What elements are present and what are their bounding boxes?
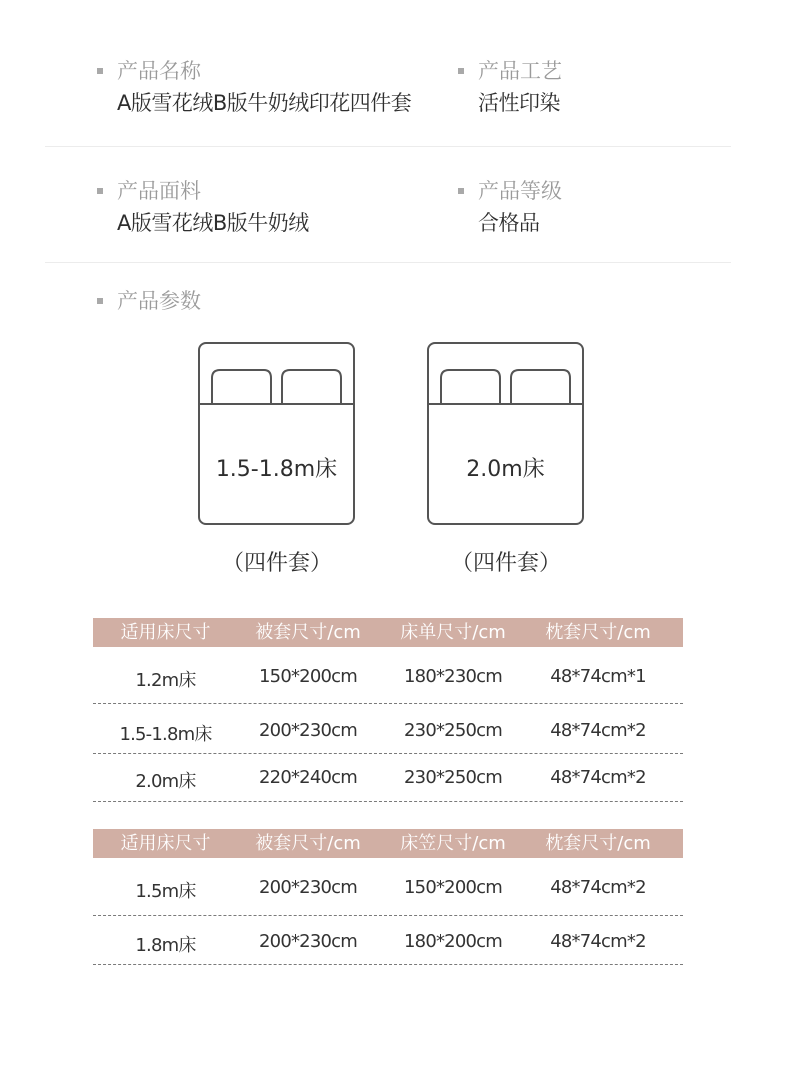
info-value: 活性印染 [478, 91, 560, 115]
info-label: 产品参数 [117, 289, 201, 313]
table-cell: 200*230cm [259, 931, 357, 952]
info-label: 产品工艺 [478, 59, 562, 83]
table-cell: 1.5m床 [135, 881, 196, 902]
table-header [93, 618, 683, 647]
info-label: 产品面料 [117, 179, 201, 203]
table-cell: 48*74cm*1 [550, 666, 646, 687]
table-cell: 48*74cm*2 [550, 931, 646, 952]
bed-icon [198, 342, 355, 525]
bullet-icon [458, 188, 464, 194]
bed-caption: （四件套） [450, 551, 561, 576]
table-header [93, 829, 683, 858]
bullet-icon [97, 68, 103, 74]
info-value: A版雪花绒B版牛奶绒 [117, 211, 309, 235]
table-row [93, 704, 683, 754]
table-cell: 1.8m床 [135, 935, 196, 956]
table-cell: 1.5-1.8m床 [119, 724, 212, 745]
bullet-icon [97, 298, 103, 304]
table-cell: 200*230cm [259, 720, 357, 741]
header-cell: 床笠尺寸/cm [400, 833, 506, 854]
divider [45, 146, 731, 147]
header-cell: 被套尺寸/cm [255, 622, 361, 643]
bed-illustration-large [198, 342, 355, 525]
table-cell: 230*250cm [404, 767, 502, 788]
bed-size-label: 2.0m床 [466, 457, 545, 482]
table-cell: 48*74cm*2 [550, 720, 646, 741]
table-cell: 48*74cm*2 [550, 767, 646, 788]
header-cell: 床单尺寸/cm [400, 622, 506, 643]
info-value: 合格品 [478, 211, 540, 235]
table-cell: 220*240cm [259, 767, 357, 788]
info-label: 产品等级 [478, 179, 562, 203]
table-cell: 180*230cm [404, 666, 502, 687]
header-cell: 适用床尺寸 [120, 622, 211, 643]
table-row [93, 916, 683, 965]
table-cell: 150*200cm [404, 877, 502, 898]
bullet-icon [458, 68, 464, 74]
bed-size-label: 1.5-1.8m床 [215, 457, 338, 482]
info-value: A版雪花绒B版牛奶绒印花四件套 [117, 91, 412, 115]
bed-icon [427, 342, 584, 525]
table-row [93, 647, 683, 704]
divider [45, 262, 731, 263]
info-label: 产品名称 [117, 59, 201, 83]
table-cell: 48*74cm*2 [550, 877, 646, 898]
bed-illustration-xl [427, 342, 584, 525]
spec-table-sheet [93, 618, 683, 802]
bed-caption: （四件套） [221, 551, 332, 576]
bullet-icon [97, 188, 103, 194]
table-cell: 2.0m床 [135, 771, 196, 792]
table-cell: 180*200cm [404, 931, 502, 952]
header-cell: 适用床尺寸 [120, 833, 211, 854]
header-cell: 枕套尺寸/cm [545, 833, 651, 854]
header-cell: 被套尺寸/cm [255, 833, 361, 854]
table-cell: 200*230cm [259, 877, 357, 898]
table-row [93, 858, 683, 916]
table-cell: 150*200cm [259, 666, 357, 687]
table-cell: 230*250cm [404, 720, 502, 741]
table-row [93, 754, 683, 802]
header-cell: 枕套尺寸/cm [545, 622, 651, 643]
spec-table-fitted [93, 829, 683, 965]
table-cell: 1.2m床 [135, 670, 196, 691]
